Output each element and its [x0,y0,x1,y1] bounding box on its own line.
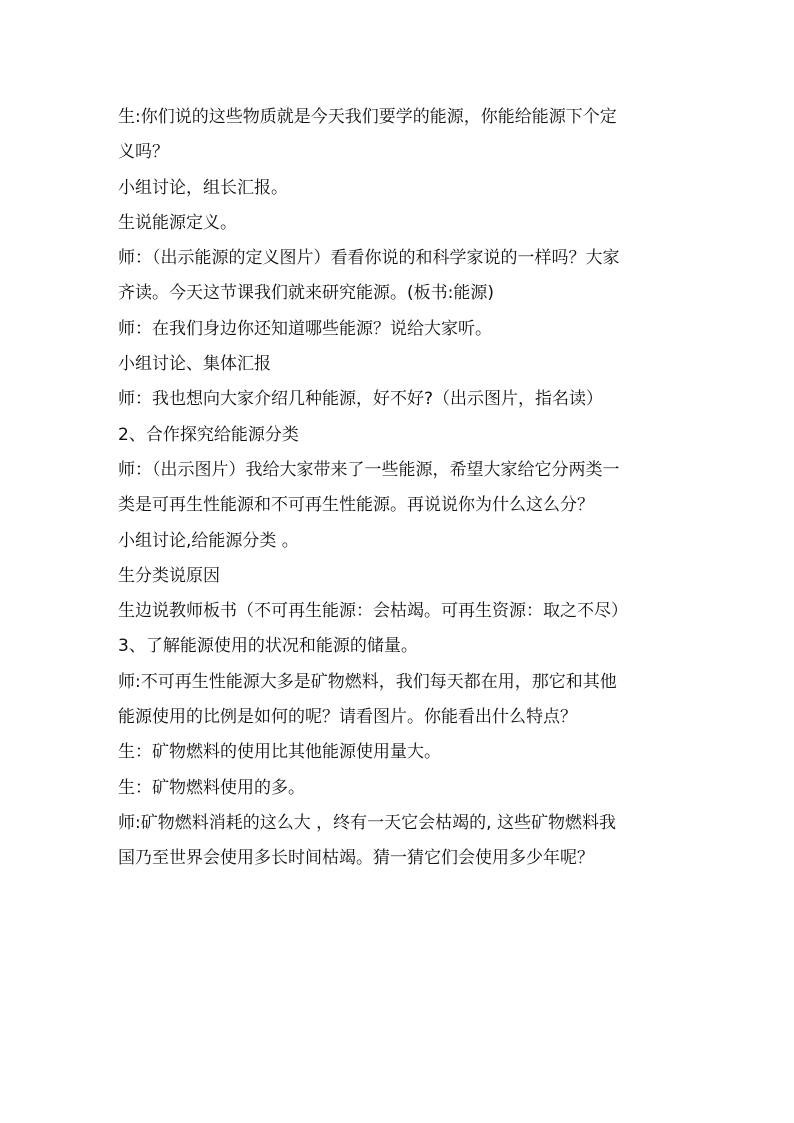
section-heading: 2、合作探究给能源分类 [118,424,299,445]
text-line: 生:你们说的这些物质就是今天我们要学的能源，你能给能源下个定 [118,107,617,127]
text-line: 生说能源定义。 [118,212,237,233]
text-line: 生分类说原因 [118,565,220,586]
text-line: 师:不可再生性能源大多是矿物燃料，我们每天都在用，那它和其他 [118,671,617,692]
text-line: 师：我也想向大家介绍几种能源，好不好?（出示图片，指名读） [118,389,604,410]
text-line: 师：（出示能源的定义图片）看看你说的和科学家说的一样吗？大家 [118,248,620,269]
text-line: 能源使用的比例是如何的呢？请看图片。你能看出什么特点？ [118,707,577,728]
text-line: 国乃至世界会使用多长时间枯竭。猜一猜它们会使用多少年呢？ [118,848,594,869]
section-heading: 3、了解能源使用的状况和能源的储量。 [118,636,418,657]
text-line: 小组讨论，组长汇报。 [118,177,288,198]
text-line: 生边说教师板书（不可再生能源：会枯竭。可再生资源：取之不尽） [118,601,628,622]
text-line: 小组讨论,给能源分类 。 [118,530,299,551]
text-line: 小组讨论、集体汇报 [118,354,271,375]
text-line: 生：矿物燃料的使用比其他能源使用量大。 [118,742,441,763]
text-line: 类是可再生性能源和不可再生性能源。再说说你为什么这么分？ [118,495,594,516]
lesson-transcript [118,100,692,877]
text-line: 师:矿物燃料消耗的这么大 ，终有一天它会枯竭的, 这些矿物燃料我 [118,812,616,833]
text-line: 义吗？ [118,142,169,163]
text-line: 师：（出示图片）我给大家带来了一些能源，希望大家给它分两类一 [118,459,620,480]
text-line: 齐读。今天这节课我们就来研究能源。(板书:能源) [118,283,494,304]
text-line: 师：在我们身边你还知道哪些能源？说给大家听。 [118,318,492,339]
text-line: 生：矿物燃料使用的多。 [118,777,305,798]
